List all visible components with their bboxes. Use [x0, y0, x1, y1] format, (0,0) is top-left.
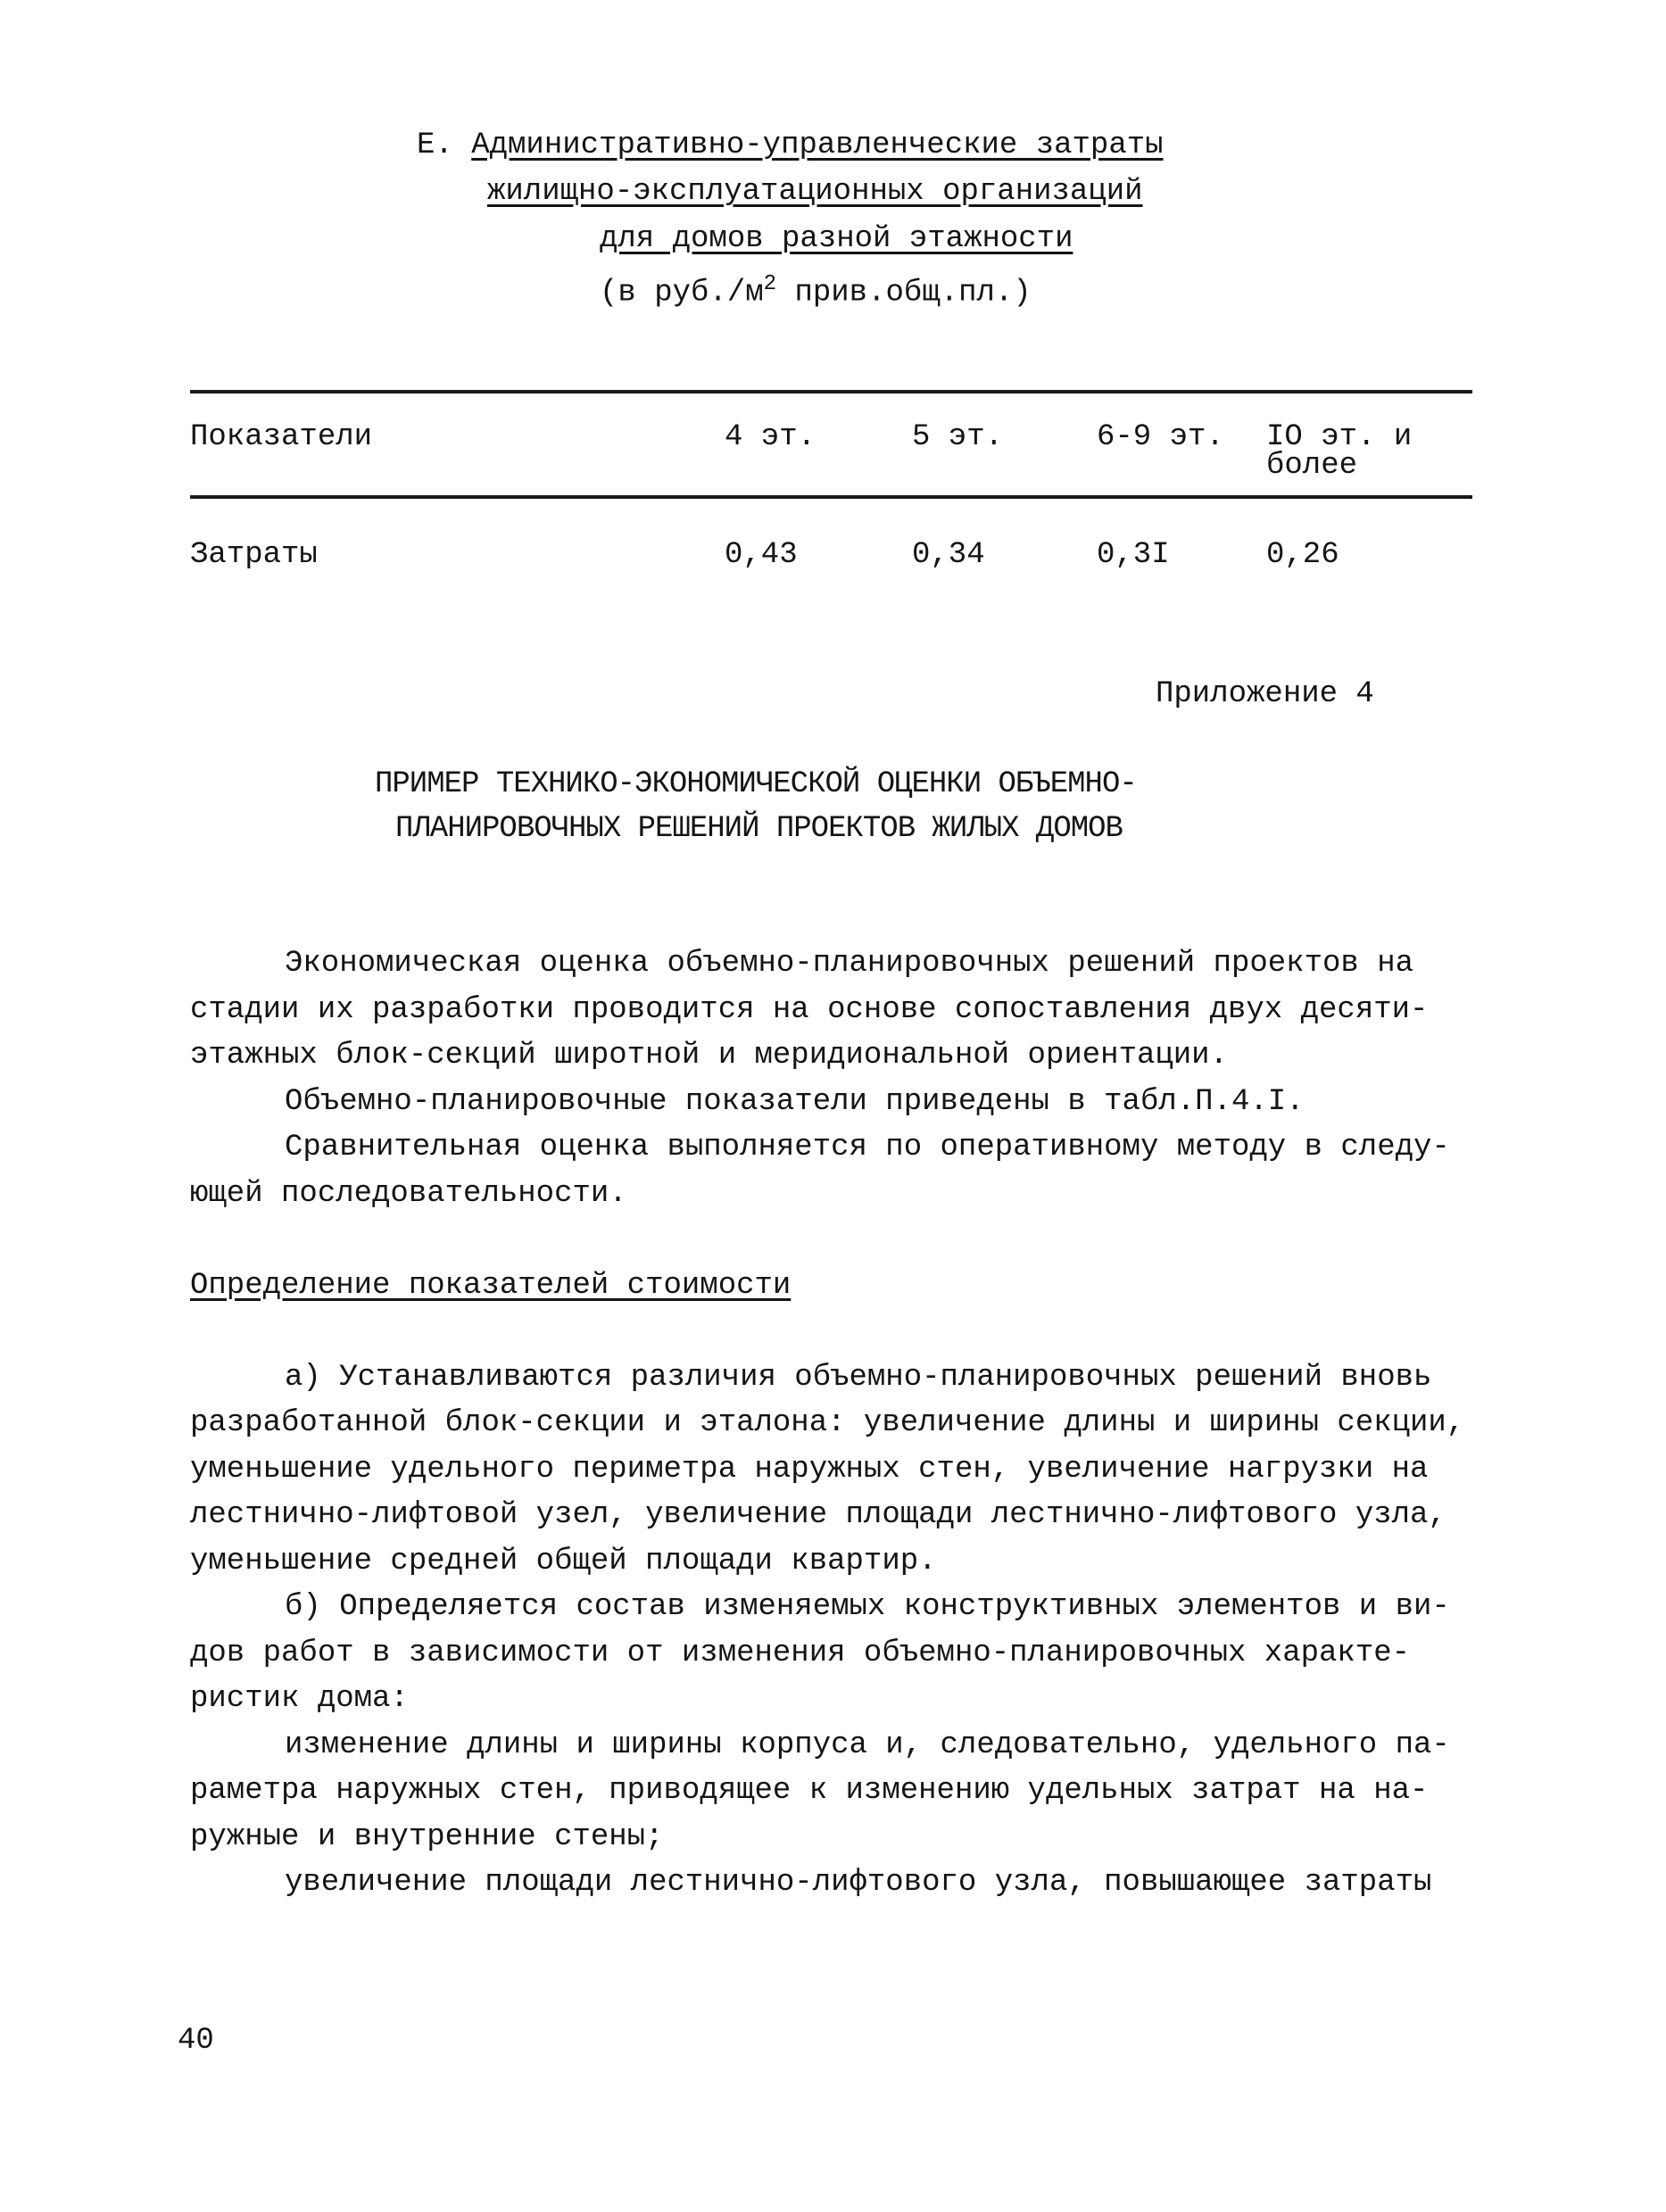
table-header-5-floors: 5 эт.: [912, 420, 1004, 454]
paragraph-line: а) Устанавливаются различия объемно-планировочных решений вновь: [285, 1360, 1432, 1395]
paragraph-line: Сравнительная оценка выполняется по оперативному методу в следу-: [285, 1131, 1450, 1164]
table-cell: 0,26: [1266, 538, 1339, 572]
section-e-title-line-1: [417, 128, 1164, 163]
paragraph-line: уменьшение средней общей площади квартир.: [190, 1544, 937, 1578]
section-e-unit: [600, 267, 1032, 311]
paragraph-line: раметра наружных стен, приводящее к изменению удельных затрат на на-: [190, 1774, 1429, 1808]
unit-superscript: 2: [763, 272, 777, 296]
appendix-title-line-1: ПРИМЕР ТЕХНИКО-ЭКОНОМИЧЕСКОЙ ОЦЕНКИ ОБЪЕМНО-: [375, 767, 1137, 801]
paragraph-line: увеличение площади лестнично-лифтового узла, повышающее затраты: [285, 1866, 1432, 1900]
paragraph-line: Объемно-планировочные показатели приведены в табл.П.4.I.: [285, 1084, 1305, 1119]
paragraph-line: дов работ в зависимости от изменения объемно-планировочных характе-: [190, 1636, 1411, 1670]
paragraph-line: этажных блок-секций широтной и меридиональной ориентации.: [190, 1039, 1228, 1073]
paragraph-line: лестнично-лифтовой узел, увеличение площади лестнично-лифтового узла,: [190, 1498, 1446, 1532]
table-cell: 0,34: [912, 538, 985, 572]
page-number: 40: [178, 2024, 214, 2058]
table-header-10-floors: IO эт. и: [1266, 420, 1413, 454]
table-cell: 0,3I: [1097, 538, 1170, 572]
paragraph-line: Экономическая оценка объемно-планировочных решений проектов на: [285, 947, 1414, 981]
unit-text-after: прив.общ.пл.): [776, 276, 1032, 311]
paragraph-line: изменение длины и ширины корпуса и, следовательно, удельного па-: [285, 1727, 1450, 1762]
paragraph-line: ристик дома:: [190, 1682, 409, 1716]
section-e-title-line-3: для домов разной этажности: [600, 222, 1073, 256]
appendix-label: Приложение 4: [1156, 677, 1374, 711]
section-e-title-text: Административно-управленческие затраты: [471, 128, 1164, 162]
subheading: Определение показателей стоимости: [190, 1268, 792, 1303]
appendix-title-line-2: ПЛАНИРОВОЧНЫХ РЕШЕНИЙ ПРОЕКТОВ ЖИЛЫХ ДОМОВ: [395, 812, 1123, 846]
section-e-title-line-2: жилищно-эксплуатационных организаций: [487, 175, 1143, 209]
table-header-indicators: Показатели: [190, 420, 373, 454]
table-header-rule: [190, 495, 1472, 499]
paragraph-line: уменьшение удельного периметра наружных стен, увеличение нагрузки на: [190, 1452, 1429, 1487]
table-top-rule: [190, 390, 1472, 394]
paragraph-line: стадии их разработки проводится на основе сопоставления двух десяти-: [190, 992, 1429, 1027]
body-text: [190, 941, 1493, 1907]
table-header-4-floors: 4 эт.: [725, 420, 816, 454]
paragraph-line: б) Определяется состав изменяемых конструктивных элементов и ви-: [285, 1590, 1450, 1624]
paragraph-line: ющей последовательности.: [190, 1176, 627, 1211]
paragraph-line: разработанной блок-секции и эталона: увеличение длины и ширины секции,: [190, 1406, 1465, 1440]
table-header-10-floors-more: более: [1266, 449, 1358, 483]
unit-text: (в руб./м: [600, 276, 764, 311]
table-cell: 0,43: [725, 538, 798, 572]
paragraph-line: ружные и внутренние стены;: [190, 1819, 664, 1854]
table-header-6-9-floors: 6-9 эт.: [1097, 420, 1224, 454]
section-e-prefix: Е.: [417, 128, 472, 162]
table-row-label: Затраты: [190, 538, 318, 572]
